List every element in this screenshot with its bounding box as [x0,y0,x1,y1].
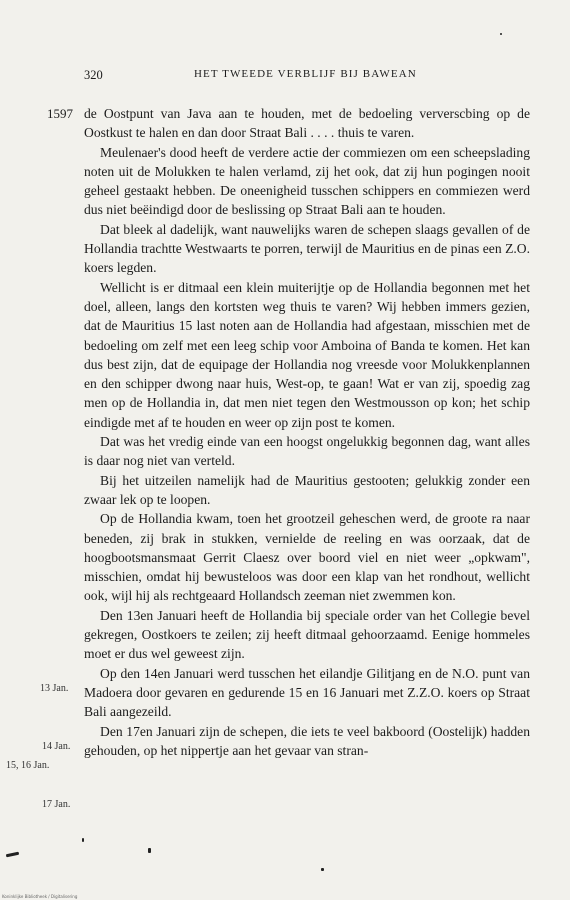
paragraph: Meulenaer's dood heeft de verdere actie der commiezen om een scheepslading noten uit de Molukken te halen verlamd, zij het ook, dat zij hun pogingen nooit geheel gestaakt hebben. De oneenigheid tusschen schippers en commiezen werd dus niet beëindigd door de beslissing op Straat Bali aan te houden. [84,144,530,218]
paragraph: Bij het uitzeilen namelijk had de Mauritius gestooten; gelukkig zonder een zwaar lek op te loopen. [84,472,530,507]
paragraph: Den 17en Januari zijn de schepen, die iets te veel bakboord (Oostelijk) hadden gehouden, op het nippertje aan het gevaar van stran- [84,723,530,758]
paragraph: Den 13en Januari heeft de Hollandia bij speciale order van het Collegie bevel gekregen, Oostkoers te zeilen; zij heeft ditmaal gehoorzaamd. Eenige hommeles moet er dus wel geweest zijn. [84,607,530,662]
margin-note: 13 Jan. [40,683,69,694]
margin-note: 14 Jan. [42,741,71,752]
page-number: 320 [84,68,103,82]
margin-year: 1597 [47,106,73,121]
ink-speck [6,852,19,858]
scan-footer: Koninklijke Bibliotheek / Digitalisering [2,894,78,899]
paragraph: Dat bleek al dadelijk, want nauwelijks waren de schepen slaags gevallen of de Hollandia trachtte Westwaarts te porren, terwijl de Mauritius en de pinas een Z.O. koers legden. [84,221,530,276]
ink-speck [500,33,502,35]
paragraph: Op de Hollandia kwam, toen het grootzeil geheschen werd, de groote ra naar beneden, zij brak in stukken, vernielde de reeling en was oorzaak, dat de hoogbootsmansmaat Gerrit Claesz over boord viel en niet weer „opkwam", misschien, omdat hij bewusteloos was door een klap van het rondhout, wellicht ook, wijl hij als rechtgeaard Hollandsch zeeman niet zwemmen kon. [84,511,530,604]
running-head [84,68,530,86]
body-text [84,104,530,760]
ink-speck [148,848,151,853]
paragraph: de Oostpunt van Java aan te houden, met de bedoeling ververscbing op de Oostkust te halen en dan door Straat Bali . . . . thuis te varen. [84,106,530,141]
margin-note: 17 Jan. [42,799,71,810]
ink-speck [82,838,84,842]
paragraph: Dat was het vredig einde van een hoogst ongelukkig begonnen dag, want alles is daar nog niet van verteld. [84,434,530,469]
ink-speck [321,868,324,871]
paragraph: Wellicht is er ditmaal een klein muiterijtje op de Hollandia begonnen met het doel, alleen, langs den kortsten weg thuis te varen? Wij hebben immers gezien, dat de Mauritius 15 last noten aan de Hollandia had afgestaan, misschien met de bedoeling om zelf met een leeg schip voor Amboina of Banda te komen. Het kan dus best zijn, dat de equipage der Hollandia nog vreesde voor Molukkenplannen en den schipper dwong naar huis, West-op, te gaan! Wat er van zij, spoedig zag men op de Hollandia in, dat men niet tegen den Westmousson op kon; het schip eindigde met af te houden en weer op zijn post te komen. [84,279,530,430]
margin-note: 15, 16 Jan. [6,760,50,771]
paragraph: Op den 14en Januari werd tusschen het eilandje Gilitjang en de N.O. punt van Madoera door gevaren en gedurende 15 en 16 Januari met Z.Z.O. koers op Straat Bali aangezeild. [84,665,530,720]
running-title: HET TWEEDE VERBLIJF BIJ BAWEAN [194,68,417,80]
